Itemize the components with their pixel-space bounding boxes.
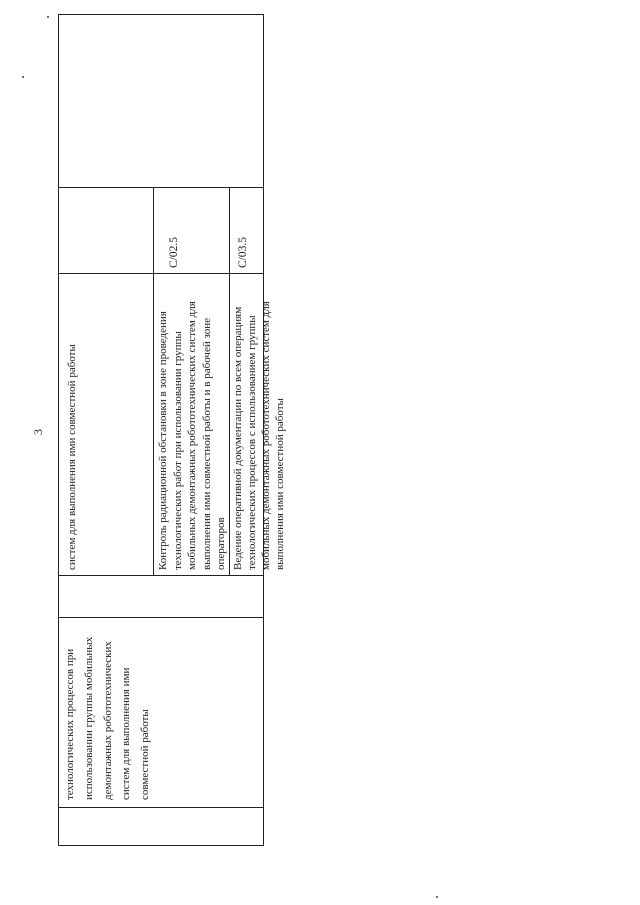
row-divider bbox=[229, 187, 230, 273]
row-divider bbox=[229, 273, 230, 575]
labor-action-text: систем для выполнения ими совместной работы bbox=[66, 344, 78, 570]
labor-action-text: Ведение оперативной документации по всем операциям технологических процессов с использованием группы мобильных демонтажных робототехнических систем для выполнения ими совместной работы bbox=[232, 301, 286, 570]
function-code: С/03.5 bbox=[237, 237, 249, 268]
scan-speck bbox=[22, 76, 24, 78]
row-divider bbox=[153, 187, 154, 273]
scan-speck bbox=[436, 896, 438, 898]
page-number: 3 bbox=[31, 429, 45, 435]
labor-function-cell bbox=[59, 617, 263, 807]
rotated-table-area bbox=[58, 14, 286, 846]
table-column-blank-middle bbox=[59, 575, 263, 617]
row-divider bbox=[153, 273, 154, 575]
table-column-blank-left bbox=[59, 807, 263, 845]
labor-function-text: технологических процессов при использовании группы мобильных демонтажных робототехнических систем для выполнения ими совместной работы bbox=[64, 636, 152, 800]
code-column bbox=[59, 187, 263, 273]
labor-actions-column bbox=[59, 273, 286, 575]
professional-standard-table bbox=[58, 14, 286, 846]
function-code: С/02.5 bbox=[168, 237, 180, 268]
labor-action-text: Контроль радиационной обстановки в зоне проведения технологических работ при использовании группы мобильных демонтажных робототехнических систем для выполнения ими совместной работы и в рабочей зоне операторов bbox=[157, 301, 228, 570]
scan-speck bbox=[47, 16, 49, 18]
table-column-blank-right bbox=[59, 13, 263, 187]
